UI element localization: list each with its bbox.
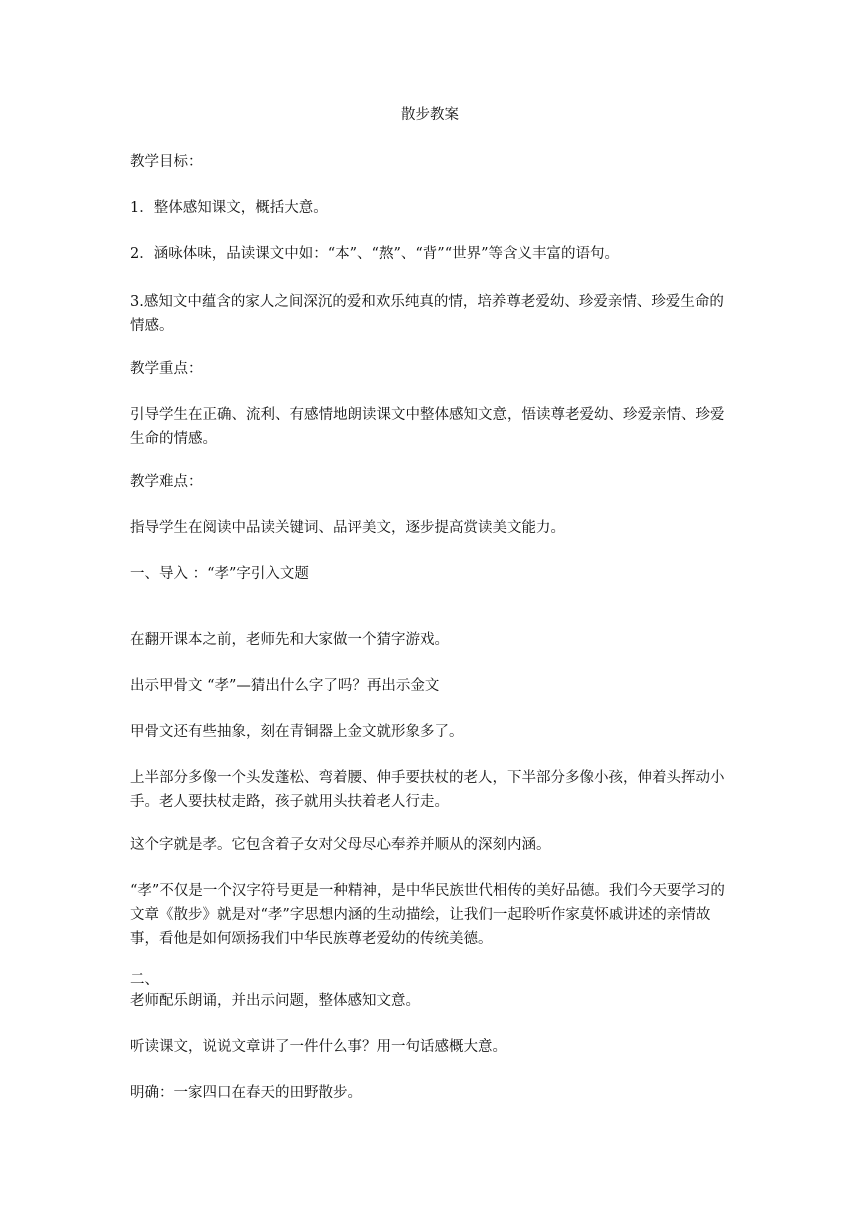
paragraph-bronze-script: 甲骨文还有些抽象，刻在青铜器上金文就形象多了。: [130, 724, 464, 740]
objective-item-3: 3.感知文中蕴含的家人之间深沉的爱和欢乐纯真的情，培养尊老爱幼、珍爱亲情、珍爱生命的情感。: [130, 294, 724, 334]
paragraph-recitation: 老师配乐朗诵，并出示问题，整体感知文意。: [130, 993, 420, 1009]
section-heading-key-points: 教学重点：: [130, 361, 203, 377]
section-heading-difficulties: 教学难点：: [130, 474, 203, 490]
paragraph-question: 听读课文，说说文章讲了一件什么事？用一句话感概大意。: [130, 1039, 507, 1055]
paragraph-oracle-bone: 出示甲骨文 “孝”—猜出什么字了吗？再出示金文: [130, 678, 440, 694]
paragraph-virtue: “孝”不仅是一个汉字符号更是一种精神，是中华民族世代相传的美好品德。我们今天要学习的文章《散步》就是对“孝”字思想内涵的生动描绘，让我们一起聆听作家莫怀戚讲述的亲情故事，看他是如何颂扬我们中华民族尊老爱幼的传统美德。: [130, 883, 725, 947]
section-heading-two: 二、: [130, 972, 159, 988]
document-title: 散步教案: [401, 107, 459, 123]
objective-item-2: 2．涵咏体味，品读课文中如：“本”、“熬”、“背”“世界”等含义丰富的语句。: [130, 246, 620, 262]
objective-item-1: 1．整体感知课文，概括大意。: [130, 200, 328, 216]
difficulties-text: 指导学生在阅读中品读关键词、品评美文，逐步提高赏读美文能力。: [130, 520, 565, 536]
section-heading-introduction: 一、导入 ：“孝”字引入文题: [130, 566, 309, 582]
paragraph-answer: 明确：一家四口在春天的田野散步。: [130, 1085, 362, 1101]
key-points-text: 引导学生在正确、流利、有感情地朗读课文中整体感知文意，悟读尊老爱幼、珍爱亲情、珍爱生命的情感。: [130, 407, 725, 447]
paragraph-filial-meaning: 这个字就是孝。它包含着子女对父母尽心奉养并顺从的深刻内涵。: [130, 837, 551, 853]
paragraph-character-shape: 上半部分多像一个头发蓬松、弯着腰、伸手要扶杖的老人，下半部分多像小孩，伸着头挥动小手。老人要扶杖走路，孩子就用头扶着老人行走。: [130, 770, 725, 810]
section-heading-objectives: 教学目标：: [130, 154, 203, 170]
paragraph-guess-game: 在翻开课本之前，老师先和大家做一个猜字游戏。: [130, 632, 449, 648]
